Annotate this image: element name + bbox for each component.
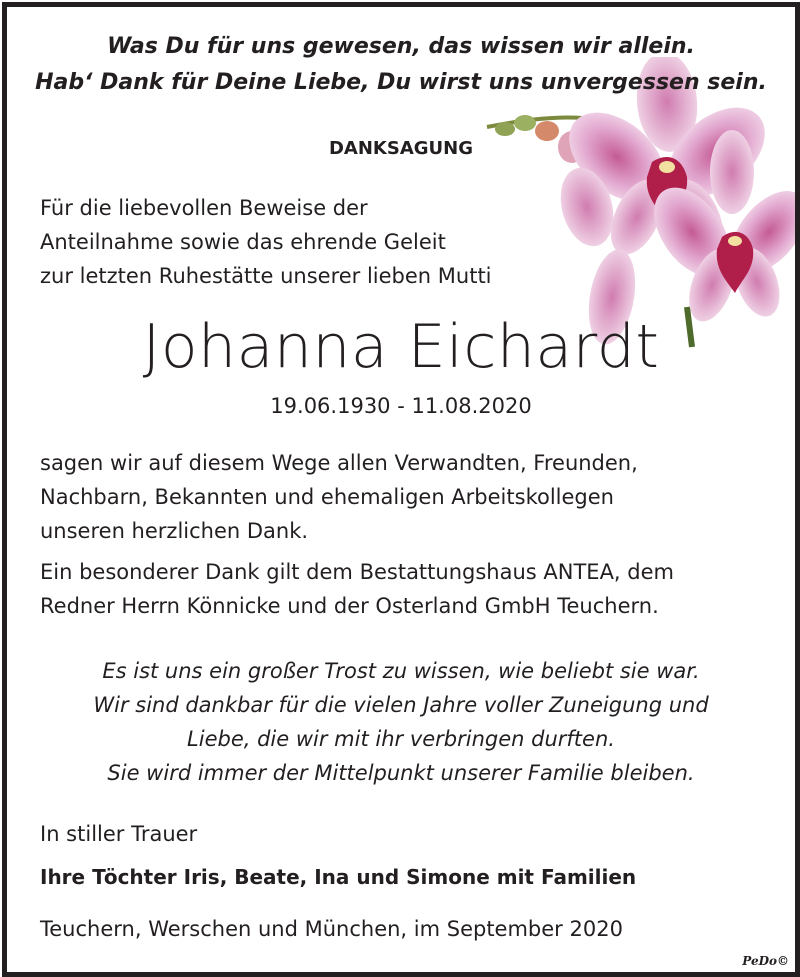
closing-line-3: Liebe, die wir mit ihr verbringen durften. — [187, 727, 615, 751]
body-line-5: Redner Herrn Könnicke und der Osterland GmbH Teuchern. — [40, 594, 659, 618]
obituary-card — [2, 2, 800, 977]
place-date: Teuchern, Werschen und München, im September 2020 — [40, 917, 623, 941]
intro-line-3: zur letzten Ruhestätte unserer lieben Mutti — [40, 264, 492, 288]
body-line-1: sagen wir auf diesem Wege allen Verwandten, Freunden, — [40, 451, 638, 475]
family-names: Ihre Töchter Iris, Beate, Ina und Simone mit Familien — [40, 865, 637, 889]
deceased-dates: 19.06.1930 - 11.08.2020 — [270, 394, 532, 418]
heading: DANKSAGUNG — [328, 138, 473, 159]
body-line-3: unseren herzlichen Dank. — [40, 519, 309, 543]
motto-line-2: Hab‘ Dank für Deine Liebe, Du wirst uns unvergessen sein. — [35, 70, 767, 95]
closing-line-4: Sie wird immer der Mittelpunkt unserer Familie bleiben. — [107, 761, 695, 785]
body-line-4: Ein besonderer Dank gilt dem Bestattungshaus ANTEA, dem — [40, 560, 674, 584]
deceased-name: Johanna Eichardt — [142, 312, 660, 382]
intro-line-1: Für die liebevollen Beweise der — [40, 196, 368, 220]
designer-signature: PeDo© — [742, 954, 789, 968]
closing-line-1: Es ist uns ein großer Trost zu wissen, wie beliebt sie war. — [102, 659, 700, 683]
motto-line-1: Was Du für uns gewesen, das wissen wir allein. — [107, 34, 695, 59]
intro-line-2: Anteilnahme sowie das ehrende Geleit — [40, 230, 446, 254]
mourning-text: In stiller Trauer — [40, 822, 198, 846]
closing-line-2: Wir sind dankbar für die vielen Jahre voller Zuneigung und — [93, 693, 709, 717]
body-line-2: Nachbarn, Bekannten und ehemaligen Arbeitskollegen — [40, 485, 614, 509]
